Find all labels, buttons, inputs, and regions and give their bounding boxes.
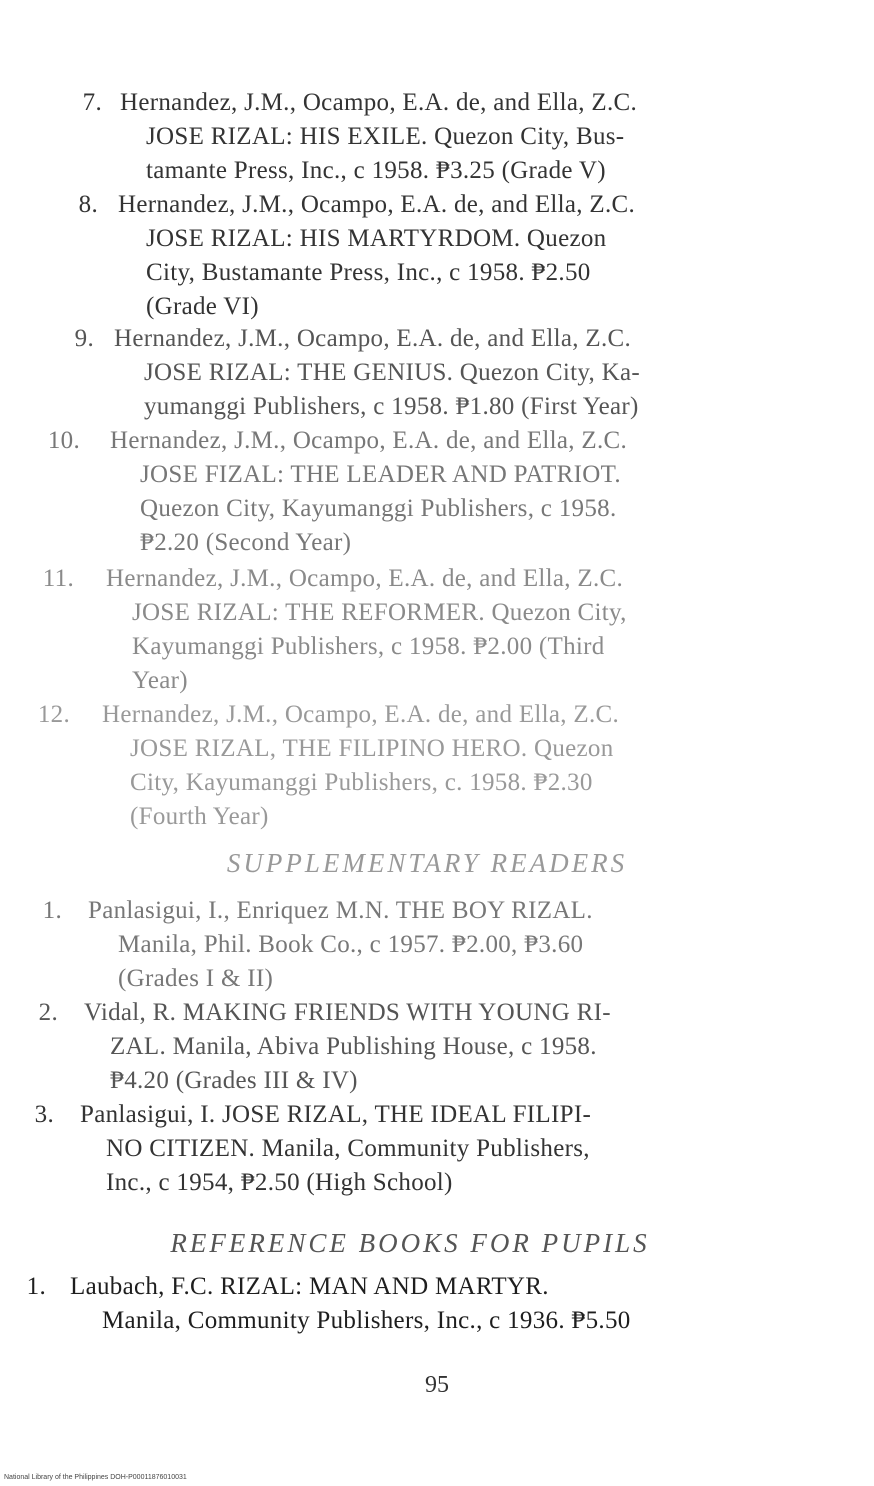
bibliography-entry-12 — [30, 698, 619, 834]
bibliography-entry-9 — [54, 322, 640, 424]
bibliography-entry-8 — [58, 188, 635, 324]
entry-line: NO CITIZEN. Manila, Community Publishers, — [106, 1135, 590, 1162]
section-heading-reference: REFERENCE BOOKS FOR PUPILS — [170, 1228, 650, 1258]
entry-number: 1. — [42, 897, 62, 924]
entry-line: Hernandez, J.M., Ocampo, E.A. de, and Ella, Z.C. — [106, 565, 624, 592]
entry-line: Hernandez, J.M., Ocampo, E.A. de, and Ella, Z.C. — [114, 325, 632, 352]
entry-line: (Grades I & II) — [118, 965, 274, 992]
entry-number: 8. — [78, 191, 98, 218]
bibliography-entry-10 — [40, 424, 627, 560]
bibliography-entry-11 — [34, 562, 627, 698]
entry-line: yumanggi Publishers, c 1958. ₱1.80 (First Year) — [144, 393, 639, 420]
entry-number: 1. — [26, 1273, 46, 1300]
entry-line: Manila, Phil. Book Co., c 1957. ₱2.00, ₱3.60 — [118, 931, 584, 958]
entry-number: 12. — [37, 701, 70, 728]
entry-line: ₱2.20 (Second Year) — [140, 529, 352, 556]
entry-line: (Fourth Year) — [130, 803, 269, 830]
supplementary-entry-3 — [14, 1098, 591, 1200]
entry-line: Panlasigui, I., Enriquez M.N. THE BOY RIZAL. — [88, 897, 593, 924]
entry-line: Vidal, R. MAKING FRIENDS WITH YOUNG RI- — [84, 999, 611, 1026]
entry-line: Hernandez, J.M., Ocampo, E.A. de, and Ella, Z.C. — [102, 701, 620, 728]
reference-entry-1 — [6, 1270, 631, 1338]
entry-line: (Grade VI) — [146, 293, 259, 320]
entry-line: City, Bustamante Press, Inc., c 1958. ₱2.50 — [146, 259, 591, 286]
entry-line: JOSE RIZAL: THE REFORMER. Quezon City, — [132, 599, 627, 626]
entry-line: Hernandez, J.M., Ocampo, E.A. de, and Ella, Z.C. — [120, 89, 638, 116]
entry-line: JOSE RIZAL: HIS EXILE. Quezon City, Bus- — [146, 123, 625, 150]
entry-line: ₱4.20 (Grades III & IV) — [110, 1067, 358, 1094]
entry-number: 2. — [38, 999, 58, 1026]
entry-line: JOSE FIZAL: THE LEADER AND PATRIOT. — [140, 461, 621, 488]
entry-number: 9. — [74, 325, 94, 352]
entry-number: 7. — [82, 89, 102, 116]
page-number: 95 — [425, 1372, 449, 1398]
entry-line: tamante Press, Inc., c 1958. ₱3.25 (Grade V) — [146, 157, 606, 184]
footer-caption: National Library of the Philippines DOH-P00011876010031 — [4, 1474, 187, 1481]
entry-line: Hernandez, J.M., Ocampo, E.A. de, and Ella, Z.C. — [110, 427, 628, 454]
entry-number: 10. — [47, 427, 80, 454]
supplementary-entry-1 — [22, 894, 593, 996]
entry-line: JOSE RIZAL: THE GENIUS. Quezon City, Ka- — [144, 359, 640, 386]
entry-line: JOSE RIZAL, THE FILIPINO HERO. Quezon — [130, 735, 614, 762]
entry-line: Kayumanggi Publishers, c 1958. ₱2.00 (Third — [132, 633, 605, 660]
entry-line: Manila, Community Publishers, Inc., c 1936. ₱5.50 — [102, 1307, 631, 1334]
entry-line: Panlasigui, I. JOSE RIZAL, THE IDEAL FILIPI- — [80, 1101, 592, 1128]
entry-line: Inc., c 1954, ₱2.50 (High School) — [106, 1169, 453, 1196]
entry-line: JOSE RIZAL: HIS MARTYRDOM. Quezon — [146, 225, 607, 252]
entry-line: ZAL. Manila, Abiva Publishing House, c 1958. — [110, 1033, 597, 1060]
entry-line: Laubach, F.C. RIZAL: MAN AND MARTYR. — [70, 1273, 549, 1300]
entry-line: Hernandez, J.M., Ocampo, E.A. de, and Ella, Z.C. — [118, 191, 636, 218]
entry-line: Quezon City, Kayumanggi Publishers, c 1958. — [140, 495, 617, 522]
entry-number: 3. — [34, 1101, 54, 1128]
bibliography-entry-7 — [62, 86, 637, 188]
entry-number: 11. — [42, 565, 74, 592]
entry-line: City, Kayumanggi Publishers, c. 1958. ₱2.30 — [130, 769, 593, 796]
entry-line: Year) — [132, 667, 188, 694]
supplementary-entry-2 — [18, 996, 611, 1098]
section-heading-supplementary: SUPPLEMENTARY READERS — [226, 848, 628, 878]
